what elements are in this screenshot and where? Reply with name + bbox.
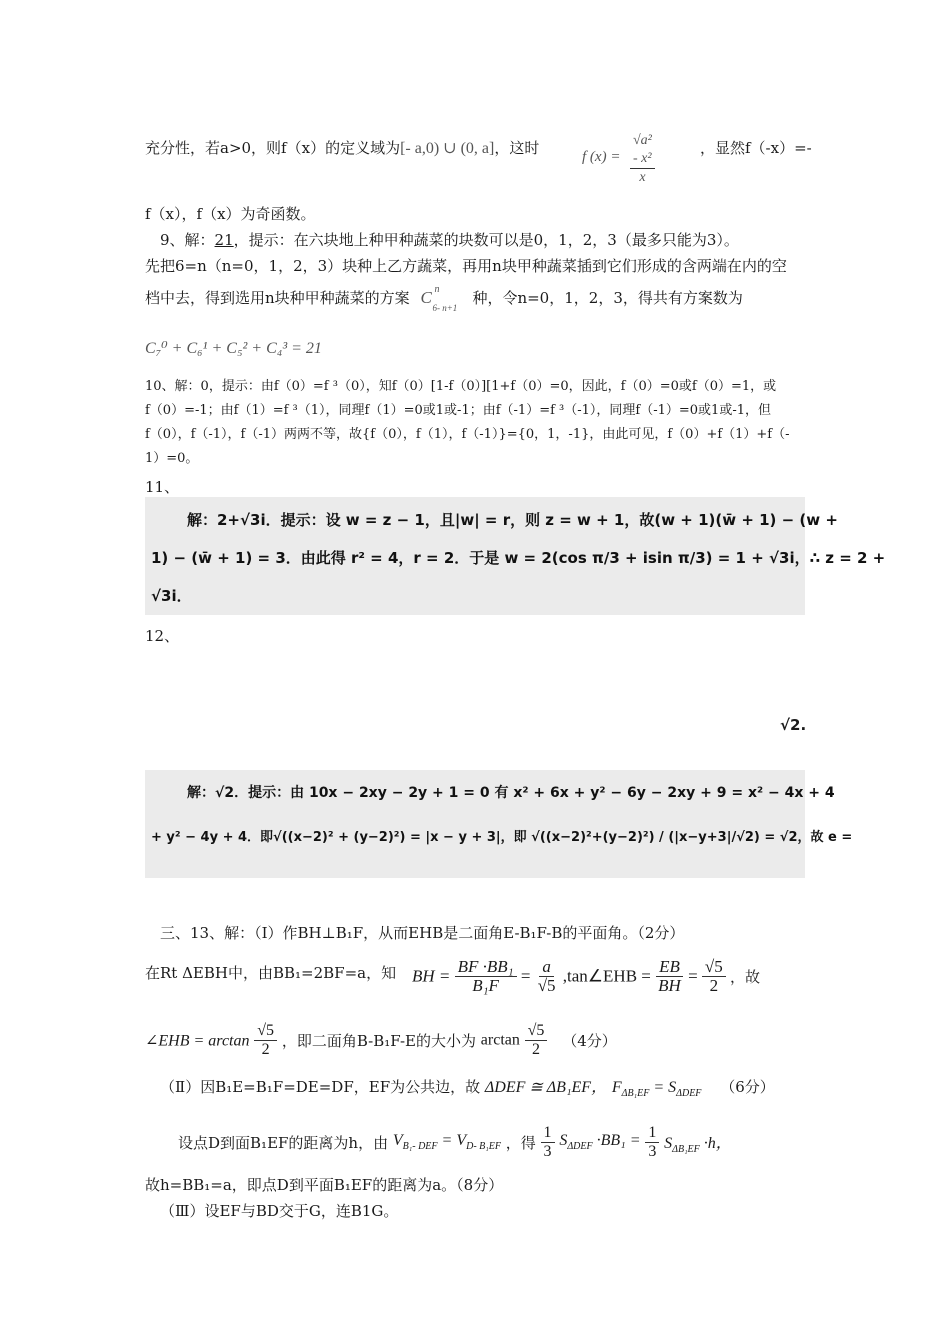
comb-symbol: C <box>420 288 432 307</box>
p13-line1: 三、13、解：（Ⅰ）作BH⊥B₁F，从而EHB是二面角E-B₁F-B的平面角。（2分） <box>160 924 685 942</box>
p8-line1-tail: ，显然f（-x）=- <box>700 139 812 157</box>
comb-sup: n <box>434 284 440 295</box>
p9-line1 <box>160 229 739 251</box>
p8-line1 <box>145 137 539 160</box>
one-third-1: $\frac{1}{3}$ <box>541 1124 555 1161</box>
volume-expr-right: $S_{\Delta B_1EF} \cdot h$， <box>664 1134 732 1156</box>
answer: 21 <box>214 231 234 249</box>
text: 充分性，若a>0，则f（x）的定义域为 <box>145 139 401 157</box>
fx-label: f (x) = <box>582 149 621 165</box>
one-third-2: $\frac{1}{3}$ <box>645 1124 659 1161</box>
p13-line2 <box>145 962 396 984</box>
congruence: ΔDEF ≅ ΔB₁EF， <box>484 1079 608 1096</box>
p9-line3 <box>145 281 743 313</box>
p13-line7: （Ⅲ）设EF与BD交于G，连B1G。 <box>160 1202 399 1220</box>
scan-line: 解：2+√3i．提示：设 w = z − 1，且|w| = r，则 z = w + 1，故(w + 1)(w̄ + 1) − (w + <box>187 511 838 529</box>
score: （4分） <box>562 1032 617 1050</box>
text: ，得 <box>505 1134 536 1152</box>
p12-scanned-solution <box>145 770 853 878</box>
fx-fraction <box>630 132 655 187</box>
text: ，提示：在六块地上种甲种蔬菜的块数可以是0，1，2，3（最多只能为3）。 <box>233 231 739 249</box>
p13-line3 <box>145 1022 617 1068</box>
volume-equality: $V_{B_1- DEF} = V_{D- B_1EF}$ <box>392 1132 501 1153</box>
p13-line6: 故h=BB₁=a，即点D到平面B₁EF的距离为a。（8分） <box>145 1176 504 1194</box>
p9-line2: 先把6=n（n=0，1，2，3）块种上乙方蔬菜，再用n块甲种蔬菜插到它们形成的含两端在内的空 <box>145 257 787 275</box>
scan-line: 解：√2．提示：由 10x − 2xy − 2y + 1 = 0 有 x² + 6x + y² − 6y − 2xy + 9 = x² − 4x + 4 <box>187 785 835 801</box>
p9-sum-formula: C₇⁰ + C₆¹ + C₅² + C₄³ = 21 <box>145 340 322 357</box>
text: ，即二面角B-B₁F-E的大小为 <box>281 1032 476 1050</box>
p10-line4: 1）=0。 <box>145 451 199 466</box>
domain-formula: [- a,0) ∪ (0, a] <box>400 140 495 157</box>
text: ，这时 <box>494 139 540 157</box>
bh-tan-formula: BH = $\frac{\text{BF ·BB₁}}{\text{B₁F}}$ = $\frac{a}{√5}$ ,tan∠EHB = $\frac{EB}{BH}$ = $\frac{√5}{2}$ ，故 <box>412 957 761 995</box>
volume-expr-left: $S_{\Delta DEF} \cdot BB_1$ = <box>559 1132 641 1153</box>
scan-line: √3i． <box>151 587 192 605</box>
p10-line1: 10、解：0，提示：由f（0）=f ³（0），知f（0）[1-f（0）][1+f（0）=0，因此，f（0）=0或f（0）=1，或 <box>145 379 777 394</box>
tan-label: ,tan∠EHB = <box>562 966 651 986</box>
tan-fraction-2: $\frac{√5}{2}$ <box>702 958 726 995</box>
score: （6分） <box>720 1078 775 1096</box>
p11-scanned-solution <box>145 497 886 615</box>
text: （Ⅱ）因B₁E=B₁F=DE=DF，EF为公共边，故 <box>160 1078 481 1096</box>
p13-line5 <box>178 1124 732 1170</box>
equals: = <box>520 966 531 986</box>
p13-line4 <box>160 1076 775 1105</box>
arctan-expr: ∠EHB = arctan <box>145 1032 250 1050</box>
bh-label: BH = <box>412 966 451 986</box>
arctan-fraction-2: $\frac{√5}{2}$ <box>525 1022 548 1059</box>
fx-numerator: √a² - x² <box>630 132 655 169</box>
text: 在Rt ΔEBH中，由BB₁=2BF=a，知 <box>145 964 397 982</box>
arctan-fraction-1: $\frac{√5}{2}$ <box>254 1022 277 1059</box>
bh-fraction-1: $\frac{\text{BF ·BB₁}}{\text{B₁F}}$ <box>455 958 517 995</box>
scan-line: 1) − (w̄ + 1) = 3．由此得 r² = 4，r = 2．于是 w = 2(cos π/3 + isin π/3) = 1 + √3i，∴ z = 2 + <box>151 549 886 567</box>
tan-fraction-1: $\frac{EB}{BH}$ <box>655 958 684 995</box>
fx-denominator: x <box>639 170 646 185</box>
p12-label: 12、 <box>145 627 180 645</box>
p10-line3: f（0），f（-1），f（-1）两两不等，故{f（0），f（1），f（-1）}={0，1，-1}，由此可见，f（0）+f（1）+f（- <box>145 427 790 442</box>
p8-line2: f（x），f（x）为奇函数。 <box>145 205 316 223</box>
comb-sub: 6- n+1 <box>432 303 458 313</box>
scan-line: + y² − 4y + 4．即√((x−2)² + (y−2)²) = |x − y + 3|，即 √((x−2)²+(y−2)²) / (|x−y+3|/√2) = √2，故 e = <box>151 830 853 845</box>
text: 设点D到面B₁EF的距离为h，由 <box>178 1134 389 1152</box>
text: 档中去，得到选用n块种甲种蔬菜的方案 <box>145 289 410 307</box>
p10-line2: f（0）=-1；由f（1）=f ³（1），同理f（1）=0或1或-1；由f（-1）=f ³（-1），同理f（-1）=0或1或-1，但 <box>145 403 771 418</box>
bh-fraction-2: $\frac{a}{√5}$ <box>537 957 556 995</box>
text: 9、解： <box>160 231 215 249</box>
arctan-label: arctan <box>480 1031 520 1049</box>
combination-formula <box>414 281 472 313</box>
p12-stray-answer: √2. <box>780 716 807 734</box>
text: 种，令n=0，1，2，3，得共有方案数为 <box>472 289 743 307</box>
text: ，故 <box>730 968 761 986</box>
p11-label: 11、 <box>145 478 180 496</box>
area-equality: $F_{\Delta B_1EF} = S_{\Delta DEF}$ <box>611 1079 702 1100</box>
